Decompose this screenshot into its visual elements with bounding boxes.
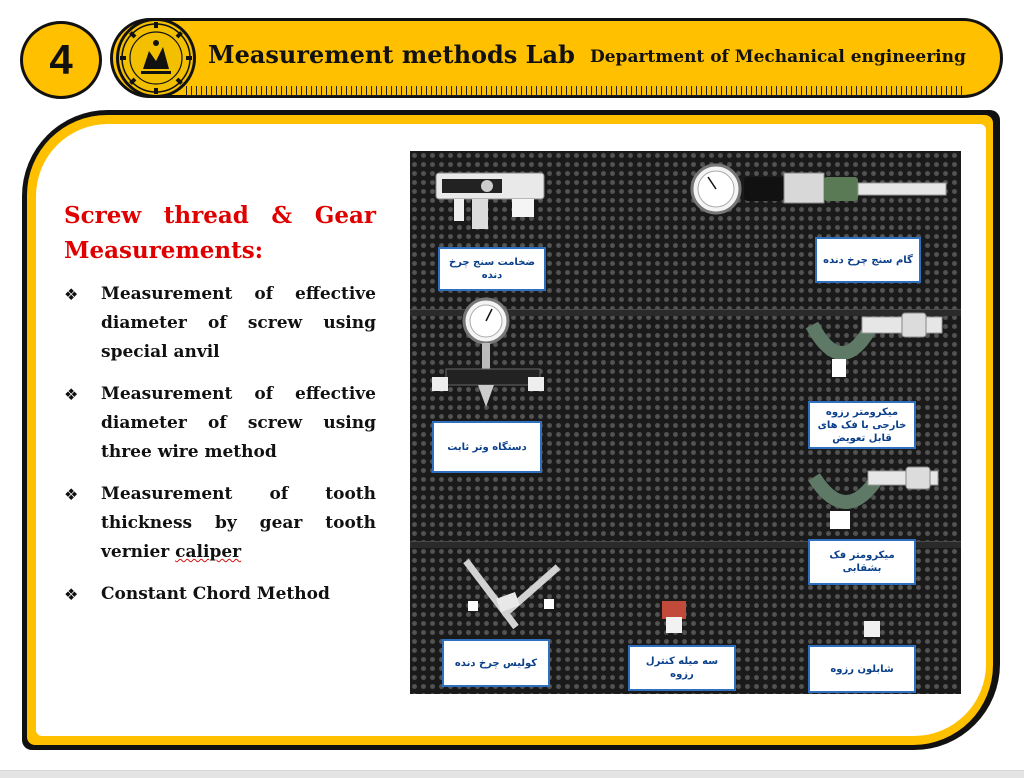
university-seal-icon	[116, 18, 196, 98]
lab-title: Measurement methods Lab	[208, 40, 575, 69]
photo-label: شابلون رزوه	[808, 645, 916, 693]
three-wire-set-image	[660, 599, 690, 635]
section-heading: Screw thread & Gear Measurements:	[64, 202, 376, 264]
bullet-item	[64, 380, 376, 467]
four-diamond-bullet-icon: ❖	[64, 485, 79, 504]
four-diamond-bullet-icon: ❖	[64, 585, 79, 604]
spellcheck-word: caliper	[175, 542, 242, 562]
bullet-text: Measurement of effective diameter of screw using special anvil	[101, 284, 376, 362]
four-diamond-bullet-icon: ❖	[64, 285, 79, 304]
ruler-decoration	[186, 86, 966, 96]
bullet-item	[64, 580, 376, 609]
disc-micrometer-image	[802, 463, 952, 533]
photo-label: دستگاه وتر ثابت	[432, 421, 542, 473]
instrument-board-photo	[410, 151, 961, 694]
photo-label: میکرومتر فک بشقابی	[808, 539, 916, 585]
gear-vernier-caliper-image	[458, 555, 568, 635]
bullet-item	[64, 280, 376, 367]
bullet-item	[64, 480, 376, 567]
bullet-text: Constant Chord Method	[101, 584, 330, 604]
bullet-text: Measurement of effective diameter of screw using three wire method	[101, 384, 376, 462]
photo-label: میکرومتر رزوه خارجی با فک های قابل تعویض	[808, 401, 916, 449]
slide-number: 4	[49, 36, 73, 83]
bullet-list	[64, 280, 376, 622]
photo-label: سه میله کنترل رزوه	[628, 645, 736, 691]
four-diamond-bullet-icon: ❖	[64, 385, 79, 404]
photo-label: ضخامت سنج چرخ دنده	[438, 247, 546, 291]
thread-micrometer-image	[802, 311, 952, 381]
gear-pitch-gauge-image	[688, 161, 950, 225]
fixed-chord-gauge-image	[428, 297, 548, 417]
photo-label: کولیس چرخ دنده	[442, 639, 550, 687]
department-title: Department of Mechanical engineering	[590, 47, 966, 67]
slide-number-badge	[20, 21, 102, 99]
photo-label: گام سنج چرخ دنده	[815, 237, 921, 283]
bullet-text: Measurement of tooth thickness by gear tooth vernier	[101, 484, 376, 562]
thread-gauge-image	[862, 619, 882, 639]
gear-tooth-gauge-image	[432, 165, 552, 235]
